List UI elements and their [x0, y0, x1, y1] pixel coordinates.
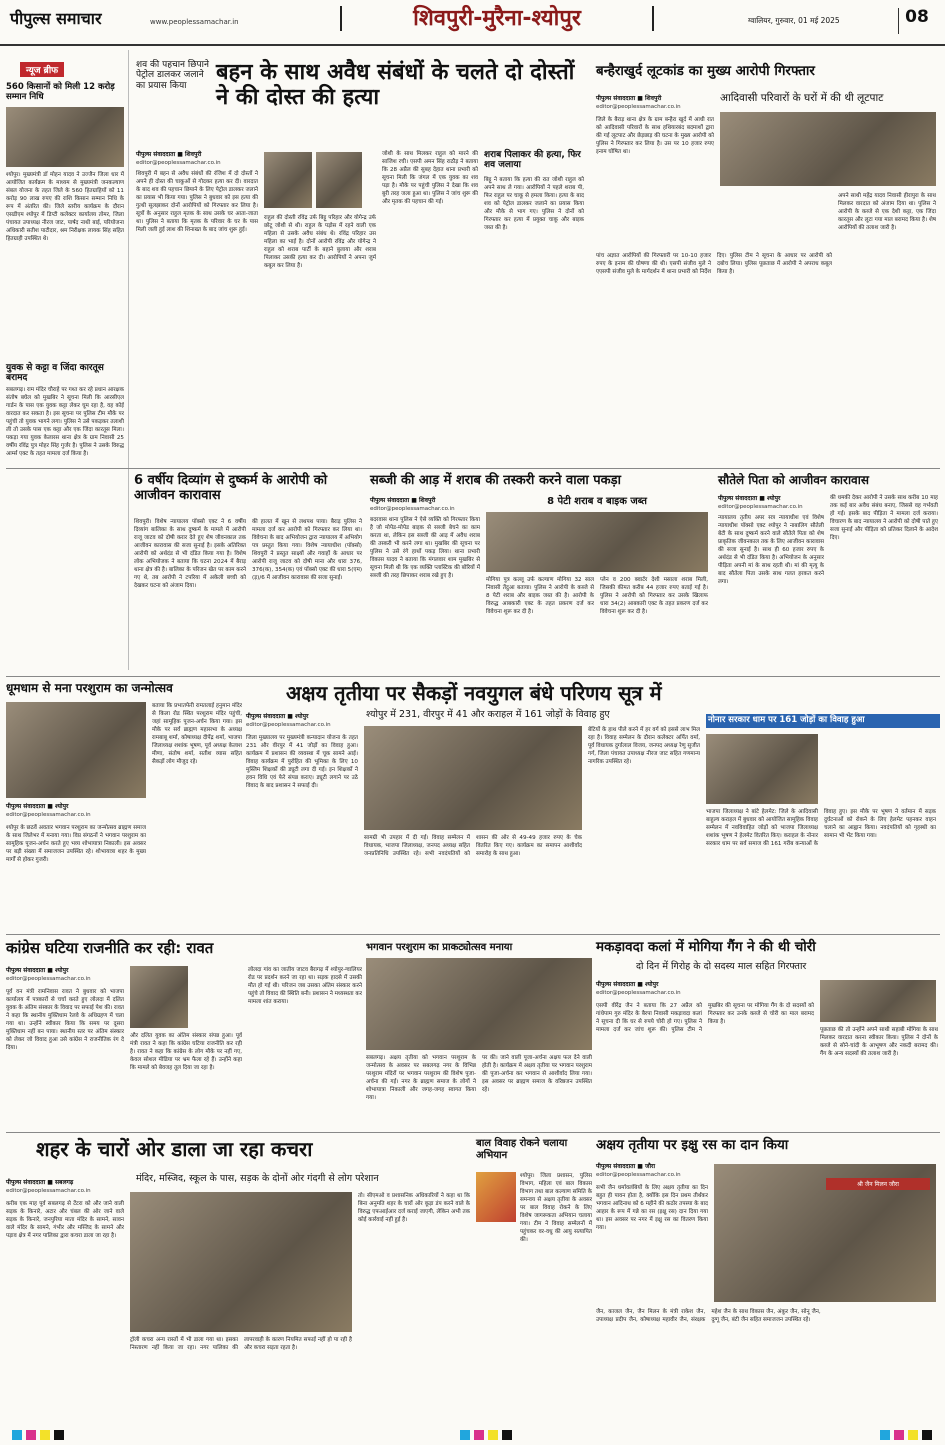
rule-mid-1 [6, 468, 940, 469]
loot-headline: बन्हैराखुर्द लूटकांड का मुख्य आरोपी गिरफ्तार [596, 63, 815, 79]
liquor-body-1: बदरवास थाना पुलिस ने ऐसे व्यक्ति को गिरफ्तार किया है जो मोपेड-मोपेड बाइक से सब्जी बेचने का काम करता था, लेकिन इस सब्जी की आड़ में अवैध शराब की तस्करी भी करने लगा था। मुखबिर की सूचना पर पुलिस ने उसे रंगे हाथों पकड़ लिया। थाना प्रभारी विकास यादव ने बताया कि मंगलवार शाम मुखबिर से सूचना मिली थी कि एक व्यक्ति प्लास्टिक की बोरियों में सब्जी की तरह छिपाकर शराब रखे हुए है। [370, 517, 480, 579]
garbage-photo [130, 1192, 352, 1332]
sugarcane-headline: अक्षय तृतीया पर इक्षु रस का दान किया [596, 1137, 789, 1153]
prakatyotsav-photo [366, 958, 592, 1050]
sugarcane-body-1: सभी जैन धर्मावलंबियों के लिए अक्षय तृतीया का दिन बहुत ही पावन होता है, क्योंकि इस दिन प्रथम तीर्थंकर भगवान आदिनाथ को 6 महीने की कठोर तपस्या के बाद आहार के रूप में गन्ने का रस (इक्षु रस) दान दिया गया था। इस अवसर पर नगर में इक्षु रस का वितरण किया गया। [596, 1185, 708, 1231]
mogia-email[interactable]: editor@peoplessamachar.co.in [596, 990, 681, 996]
article-prakatyotsav [366, 940, 592, 1130]
wedding-body-2: सामग्री भी उपहार में दी गई। विवाह सम्मेलन में विधायक, भाजपा जिलाध्यक्ष, जनपद अध्यक्ष सहित जनप्रतिनिधि उपस्थित रहे। सभी नवदंपतियों को शासन की ओर से 49-49 हजार रुपए के चेक वितरित किए गए। कार्यक्रम का समापन आशीर्वाद समारोह के साथ हुआ। [364, 835, 582, 857]
magenta-mark [894, 1430, 904, 1440]
rule-mid-4 [6, 1132, 940, 1133]
yellow-mark [908, 1430, 918, 1440]
prakatyotsav-body-1: सबलगढ़। अक्षय तृतीया को भगवान परशुराम के जन्मोत्सव के अवसर पर सबलगढ़ नगर के विभिन्न परशुराम मंदिरों पर भगवान परशुराम की विशेष पूजा-अर्चना की गई। नगर के ब्राह्मण समाज के लोगों ने शोभायात्रा निकाली और जगह-जगह स्वागत किया गया। [366, 1055, 476, 1101]
wedding-byline: पीपुल्स संवाददाता ■ श्योपुर [246, 713, 309, 720]
article-garbage [6, 1138, 470, 1418]
liquor-email[interactable]: editor@peoplessamachar.co.in [370, 506, 455, 512]
masthead [0, 0, 945, 46]
murder-kicker: शव की पहचान छिपाने पेट्रोल डालकर जलाने का प्रयास किया [136, 60, 209, 91]
nonar-photo [706, 734, 818, 804]
garbage-subhead: मंदिर, मस्जिद, स्कूल के पास, सड़क के दोनों ओर गंदगी से लोग परेशान [136, 1173, 379, 1184]
date-line: ग्वालियर, गुरुवार, 01 मई 2025 [748, 16, 840, 25]
loot-body-2: पांच अज्ञात आरोपियों की गिरफ्तारी पर 10-10 हजार रुपए के इनाम की घोषणा की थी। एसपी संजीव मुले ने एएसपी संजीव मुले के मार्गदर्शन में थाना प्रभारी को निर्देश दिए। पुलिस टीम ने सूचना के आधार पर आरोपी को दबोच लिया। पुलिस पूछताछ में आरोपी ने अपराध कबूल किया है। [596, 253, 832, 275]
parashuram-body-2: बताया कि प्रभातफेरी रामतलाई हनुमान मंदिर से किला रोड स्थित परशुराम मंदिर पहुंची, जहां सामूहिक पूजन-अर्चन किया गया। इस मौके पर सर्व ब्राह्मण महासभा के अध्यक्ष रामबाबू शर्मा, कोषाध्यक्ष दीपेंद्र शर्मा, भाजपा जिलाध्यक्ष शशांक भूषण, पूर्व अध्यक्ष केलाश मीणा, संतोष शर्मा, सतीश व्यास सहित सैकड़ों लोग मौजूद रहे। [152, 703, 242, 765]
mogia-photo [820, 980, 936, 1022]
loot-body-3: अपने साथी महेंद्र यादव निवासी हीरापुरा के साथ मिलकर वारदात को अंजाम दिया था। पुलिस ने आरोपी के कब्जे से एक देशी कट्टा, एक जिंदा कारतूस और लूटा गया माल बरामद किया है। शेष आरोपियों की तलाश जारी है। [838, 193, 936, 231]
registration-strip [0, 1428, 945, 1442]
sugarcane-email[interactable]: editor@peoplessamachar.co.in [596, 1172, 681, 1178]
wedding-headline: अक्षय तृतीया पर सैकड़ों नवयुगल बंधे परिणय सूत्र में [286, 681, 662, 705]
murder-byline: पीपुल्स संवाददाता ■ शिवपुरी [136, 151, 202, 158]
website[interactable]: www.peoplessamachar.in [150, 18, 239, 26]
article-wedding [246, 682, 940, 932]
murder-body-3: जोशी के साथ मिलकर राहुल को मारने की साजिश रची। एसपी अमन सिंह राठौड़ ने बताया कि 28 अप्रैल की सुबह देहात थाना प्रभारी को सूचना मिली कि जंगल में एक युवक का शव पड़ा है। मौके पर पहुंची पुलिस ने देखा कि शव बुरी तरह जला हुआ था। पुलिस ने जांच शुरू की और मृतक की पहचान की गई। [382, 151, 478, 205]
edition-title: शिवपुरी-मुरैना-श्योपुर [340, 6, 654, 31]
sugarcane-body-2: जैन, काजल जैन, जैन मिलन के मंत्री राकेश जैन, उपाध्यक्ष प्रदीप जैन, कोषाध्यक्ष महावीर जैन, संरक्षक महेश जैन के साथ विकास जैन, अंकुर जैन, सोनू जैन, दुग्गू जैन, बंटी जैन सहित समाजजन उपस्थित रहे। [596, 1309, 821, 1323]
sugarcane-banner: श्री जैन मिलन जौरा [826, 1178, 930, 1190]
rawat-body-1: पूर्व वन मंत्री रामनिवास रावत ने बुधवार को भाजपा कार्यालय में पत्रकारों से चर्चा करते हुए लोलदा में दलित युवक के अंतिम संस्कार के विवाद पर सफाई पेश की। रावत ने कहा कि स्थानीय मुक्तिधाम रेलवे के अधिग्रहण में चला गया था। उन्होंने स्वीकार किया कि समय पर दूसरा मुक्तिधाम नहीं बन पाया। स्थानीय स्तर पर अंतिम संस्कार को लेकर जो विवाद हुआ उसे कांग्रेस ने राजनीतिक रंग दे दिया। [6, 989, 124, 1051]
liquor-byline: पीपुल्स संवाददाता ■ शिवपुरी [370, 497, 436, 504]
stepfather-email[interactable]: editor@peoplessamachar.co.in [718, 504, 803, 510]
pocso-body-1: शिवपुरी। विशेष न्यायालय पॉक्सो एक्ट ने 6 वर्षीय दिव्यांग बालिका के साथ दुष्कर्म के मामले में आरोपी राजू जाटव को दोषी करार देते हुए शेष जीवनकाल तक आजीवन कारावास की सजा सुनाई है। इसके अतिरिक्त आरोपी को अर्थदंड से भी दंडित किया गया है। विशेष लोक अभियोजक ने बताया कि घटना 2024 में बैराड़ थाना क्षेत्र की है। बालिका के परिजन खेत पर काम करने गए थे, तब आरोपी ने टपरिया में अकेली बच्ची को देखकर घटना को अंजाम दिया। [134, 519, 246, 589]
loot-photo [720, 112, 936, 186]
wedding-body-1: जिला मुख्यालय पर मुख्यमंत्री कन्यादान योजना के तहत 231 और वीरपुर में 41 जोड़ों का विवाह हुआ। कार्यक्रम में प्रशासन की व्यवस्था में चूक सामने आई। विवाह कार्यक्रम में पुरोहित की भूमिका के लिए 10 मुस्लिम शिक्षकों की ड्यूटी लगा दी गई। इन शिक्षकों ने हवन विधि एवं फेरे संपन्न कराए। ड्यूटी लगाने पर उठे विवाद के बाद प्रशासन ने सफाई दी। [246, 735, 358, 789]
cyan-mark [12, 1430, 22, 1440]
liquor-photo-caption: 8 पेटी शराब व बाइक जब्त [547, 496, 647, 507]
cyan-mark [880, 1430, 890, 1440]
garbage-email[interactable]: editor@peoplessamachar.co.in [6, 1188, 91, 1194]
article-mogia [596, 940, 940, 1130]
mogia-body-1: एसपी वीरेंद्र जैन ने बताया कि 27 अप्रैल को गांधेपाम गुरु मंदिर के बैरपा निवासी मकड़ावदा कलां ने सूचना दी कि घर से रुपये चोरी हो गए। पुलिस ने मामला दर्ज कर जांच शुरू की। पुलिस टीम ने मुखबिर की सूचना पर मोगिया गैंग के दो सदस्यों को गिरफ्तार कर उनके कब्जे से चोरी का माल बरामद किया है। [596, 1003, 814, 1033]
garbage-byline: पीपुल्स संवाददाता ■ सबलगढ़ [6, 1179, 74, 1186]
stepfather-headline: सौतेले पिता को आजीवन कारावास [718, 473, 869, 487]
article-sugarcane [596, 1138, 940, 1418]
brief-body: श्योपुर। मुख्यमंत्री डॉ मोहन यादव ने उज्जैन जिला धार में आयोजित कार्यक्रम के माध्यम से मुख्यमंत्री जनकल्याण संबल योजना के तहत जिले के 560 हितग्राहियों को 11 करोड़ 90 लाख रुपए की राशि किसान सम्मान निधि के रूप में अंतरित की। जिले स्तरीय कार्यक्रम के दौरान एसडीएम श्योपुर में डिप्टी कलेक्टर कार्यालय तोमर, जिला पंचायत उपाध्यक्ष नीरज जाट, पार्षद नाथी बाई, परियोजना अधिकारी सतीश पाटीदार, श्रम निरीक्षक लायक सिंह सहित हितग्राही उपस्थित थे। [6, 171, 124, 242]
murder-body-4: बिट्टू ने बताया कि हत्या की रात जोशी राहुल को अपने साथ ले गया। आरोपियों ने पहले शराब पी, फिर राहुल पर चाकू से हमला किया। हत्या के बाद शव को पेट्रोल डालकर जलाने का प्रयास किया और मौके से भाग गए। पुलिस ने दोनों को गिरफ्तार कर हत्या में प्रयुक्त चाकू और बाइक जब्त की है। [484, 177, 584, 231]
article-liquor [368, 474, 712, 674]
yellow-mark [40, 1430, 50, 1440]
wedding-email[interactable]: editor@peoplessamachar.co.in [246, 722, 331, 728]
garbage-headline: शहर के चारों ओर डाला जा रहा कचरा [36, 1137, 313, 1161]
parashuram-body-1: श्योपुर के छठवें अवतार भगवान परशुराम का जन्मोत्सव ब्राह्मण समाज के साथ जिलेभर में मनाया गया। विप्र संगठनों ने भगवान परशुराम का सामूहिक पूजन-अर्चन करते हुए भव्य शोभायात्रा निकाली। इस अवसर पर बड़ी संख्या में समाजजन उपस्थित रहे। शोभायात्रा शहर के मुख्य मार्गों से होकर गुजरी। [6, 825, 146, 863]
loot-byline: पीपुल्स संवाददाता ■ शिवपुरी [596, 95, 662, 102]
pocso-headline: 6 वर्षीय दिव्यांग से दुष्कर्म के आरोपी को आजीवन कारावास [134, 473, 328, 503]
parashuram-headline: धूमधाम से मना परशुराम का जन्मोत्सव [6, 681, 173, 695]
news-brief [6, 58, 124, 658]
newspaper-name[interactable]: पीपुल्स समाचार [10, 9, 102, 28]
article-loot [592, 54, 940, 464]
liquor-headline: सब्जी की आड़ में शराब की तस्करी करने वाला पकड़ा [370, 473, 621, 488]
wedding-body-3: बेटियों के हाथ पीले करने में हर वर्ग को इससे लाभ मिल रहा है। विवाह सम्मेलन के दौरान कलेक्टर अर्पित वर्मा, पूर्व विधायक दुर्गालाल विजय, जनपद अध्यक्ष रेणु सुजीत गर्ग, जिला पंचायत उपाध्यक्ष नीरज जाट सहित गणमान्य नागरिक उपस्थित रहे। [588, 727, 700, 765]
mogia-subhead: दो दिन में गिरोह के दो सदस्य माल सहित गिरफ्तार [636, 961, 807, 972]
prakatyotsav-headline: भगवान परशुराम का प्राकट्योत्सव मनाया [366, 942, 513, 953]
accused-photo-2 [316, 152, 362, 208]
wedding-photo [364, 726, 582, 830]
mogia-headline: मकड़ावदा कलां में मोगिया गैंग ने की थी चोरी [596, 939, 816, 955]
black-mark [502, 1430, 512, 1440]
parashuram-photo [6, 702, 146, 798]
stepfather-body-2: की धमकी देकर आरोपी ने उसके साथ करीब 10 माह तक कई बार अवैध संबंध बनाए, जिससे वह गर्भवती हो गई। इसके बाद पीड़िता ने मामला दर्ज कराया। विचारण के बाद न्यायालय ने आरोपी को दोषी पाते हुए सजा सुनाई और पीड़िता को प्रतिकर दिलाने के आदेश दिए। [830, 495, 938, 541]
article-rawat [6, 940, 362, 1130]
parashuram-byline: पीपुल्स संवाददाता ■ श्योपुर [6, 803, 69, 810]
rawat-headline: कांग्रेस घटिया राजनीति कर रही: रावत [6, 939, 214, 957]
loot-body-1: जिले के बैराड़ थाना क्षेत्र के ग्राम बन्हैरा खुर्द में आधी रात को आदिवासी परिवारों के साथ हथियारबंद बदमाशों द्वारा की गई लूटपाट और छेड़छाड़ की घटना के मुख्य आरोपी को पुलिस ने गिरफ्तार कर लिया है। उस पर 10 हजार रुपए इनाम घोषित था। [596, 117, 714, 155]
page-number: 08 [898, 8, 935, 34]
child-marriage-headline: बाल विवाह रोकने चलाया अभियान [476, 1138, 568, 1161]
brief-headline: 560 किसानों को मिली 12 करोड़ सम्मान निधि [6, 82, 115, 102]
brief-photo [6, 107, 124, 167]
rawat-photo [130, 966, 188, 1028]
loot-subhead: आदिवासी परिवारों के घरों में की थी लूटपाट [720, 92, 884, 104]
liquor-body-3: प्लेन व 200 क्वार्टर देशी मसाला शराब मिली, जिसकी कीमत करीब 44 हजार रुपए बताई गई है। पुलिस ने आरोपी को गिरफ्तार कर उसके खिलाफ धारा 34(2) आबकारी एक्ट के तहत प्रकरण दर्ज कर विवेचना शुरू कर दी है। [600, 577, 708, 615]
rawat-body-2: और दलित युवक का अंतिम संस्कार संपन्न हुआ। पूर्व मंत्री रावत ने कहा कि कांग्रेस घटिया राजनीति कर रही है। रावत ने कहा कि कांग्रेस के लोग मौके पर नहीं गए, केवल सोशल मीडिया पर भ्रम फैला रहे हैं। उन्होंने कहा कि मामले को बेवजह तूल दिया जा रहा है। [130, 1033, 242, 1071]
parashuram-email[interactable]: editor@peoplessamachar.co.in [6, 812, 91, 818]
murder-headline: बहन के साथ अवैध संबंधों के चलते दो दोस्तों ने की दोस्त की हत्या [216, 60, 575, 111]
accused-photo-1 [264, 152, 312, 208]
garbage-body-1: करीब एक माह पूर्व सबलगढ़ से टेंटरा को और जाने वाली सड़क के किनारे, अटार और चंबल की ओर जाने वाले सड़क के किनारे, जनपुरिया माता मंदिर के सामने, सावन वाले मंदिर के सामने, गंभीर और मस्जिद के सामने और पड़ाव क्षेत्र में नगर पालिका द्वारा कचरा डाला जा रहा है। [6, 1201, 124, 1239]
article-stepfather [716, 474, 940, 674]
rule-top [128, 50, 129, 670]
magenta-mark [26, 1430, 36, 1440]
liquor-body-2: मोगिया पुत्र कल्लू उर्फ कल्याण मोगिया 32 साल निवासी तेंदुआ बताया। पुलिस ने आरोपी के कब्जे से 8 पेटी शराब और बाइक जब्त की है। आरोपी के विरुद्ध आबकारी एक्ट के तहत प्रकरण दर्ज कर विवेचना शुरू कर दी है। [486, 577, 594, 615]
article-child-marriage [476, 1138, 592, 1418]
murder-body-1: शिवपुरी में बहन से अवैध संबंधों की रंजिश में दो दोस्तों ने अपने ही दोस्त की चाकुओं से गोदकर हत्या कर दी। वारदात के बाद शव की पहचान छिपाने के लिए पेट्रोल डालकर जलाने का प्रयास भी किया गया। पुलिस ने बुधवार को इस हत्या की गुत्थी सुलझाकर दोनों आरोपियों को गिरफ्तार कर लिया है। सूत्रों के अनुसार राहुल मृतक के साथ उसके घर आता-जाता था। पुलिस ने बताया कि मृतक के परिवार के घर के पास मिली जली हुई लाश की शिनाख्त के बाद जांच शुरू हुई। [136, 171, 258, 233]
black-mark [922, 1430, 932, 1440]
article-murder [132, 54, 587, 464]
mogia-byline: पीपुल्स संवाददाता ■ श्योपुर [596, 981, 659, 988]
loot-email[interactable]: editor@peoplessamachar.co.in [596, 104, 681, 110]
nonar-box-title: नोनार सरकार धाम पर 161 जोड़ों का विवाह हुआ [706, 714, 940, 728]
murder-email[interactable]: editor@peoplessamachar.co.in [136, 160, 221, 166]
mogia-body-2: पूछताछ की तो उन्होंने अपने साथी सहाबी मोगिया के साथ मिलकर वारदात करना स्वीकार किया। पुलिस ने दोनों के कब्जे से सोने-चांदी के आभूषण और नकदी बरामद की। गैंग के अन्य सदस्यों की तलाश जारी है। [820, 1027, 938, 1057]
rawat-body-3: लोलदा गांव का जातीय जाटव बैरागढ़ में श्योपुर-ग्वालियर रोड पर प्रदर्शन करने जा रहा था। सड़क हादसे में उसकी मौत हो गई थी। परिजन जब उसका अंतिम संस्कार करने पहुंचे तो विवाद की स्थिति बनी। प्रशासन ने मध्यस्थता कर मामला शांत कराया। [248, 967, 362, 1005]
rule-mid-3 [6, 934, 940, 935]
rawat-byline: पीपुल्स संवाददाता ■ श्योपुर [6, 967, 69, 974]
article-pocso [132, 474, 364, 674]
prakatyotsav-body-2: पर की। जाने वाली पूजा-अर्चना अक्षय फल देने वाली होती है। कार्यक्रम में अक्षय तृतीया पर भगवान परशुराम की पूजा-अर्चना कर भगवान से आशीर्वाद लिया गया। इस अवसर पर ब्राह्मण समाज के वरिष्ठजन उपस्थित रहे। [482, 1055, 592, 1093]
yellow-mark [488, 1430, 498, 1440]
sugarcane-byline: पीपुल्स संवाददाता ■ जौरा [596, 1163, 655, 1170]
murder-subhead: शराब पिलाकर की हत्या, फिर शव जलाया [484, 150, 581, 171]
cyan-mark [460, 1430, 470, 1440]
black-mark [54, 1430, 64, 1440]
child-marriage-body: श्योपुर। जिला प्रशासन, पुलिस विभाग, महिला एवं बाल विकास विभाग तथा बाल कल्याण समिति के समन्वय से अक्षय तृतीया के अवसर पर बाल विवाह रोकने के लिए विशेष जागरूकता अभियान चलाया गया। टीम ने विवाह सम्मेलनों में पहुंचकर वर-वधु की आयु सत्यापित की। [520, 1173, 592, 1243]
article-parashuram [6, 682, 242, 932]
stepfather-byline: पीपुल्स संवाददाता ■ श्योपुर [718, 495, 781, 502]
brief-body-2: सबलगढ़। राम मंदिर चौराहे पर गश्त कर रहे प्रधान आरक्षक संतोष बघेल को मुखबिर ने सूचना मिली कि आरसीएल गार्डन के पास एक युवक कट्टा लेकर घूम रहा है, वह कोई वारदात कर सकता है। इस सूचना पर पुलिस टीम मौके पर पहुंची तो युवक भागने लगा। पुलिस ने उसे पकड़कर तलाशी ली तो उसके पास एक कट्टा और एक जिंदा कारतूस मिला। पकड़ा गया युवक केलारस थाना क्षेत्र के ग्राम निवासी 25 वर्षीय रविंद्र पुत्र मोहर सिंह गुर्जर है। पुलिस ने उसके विरुद्ध आर्म्स एक्ट के तहत मामला दर्ज किया है। [6, 387, 124, 458]
rule-mid-2 [6, 676, 940, 677]
garbage-body-2: ट्रॉली कचरा अन्य रास्तों में भी डाला गया था। इसका निस्तारण नहीं किया जा रहा। नगर पालिका की लापरवाही के कारण नियमित सफाई नहीं हो पा रही है और कचरा सड़ता रहता है। [130, 1337, 352, 1351]
nonar-box-body: भाजपा जिलाध्यक्ष ने बांटे हेलमेट: जिले के आदिवासी बाहुल्य कराहल में बुधवार को आयोजित सामूहिक विवाह सम्मेलन में नवविवाहित जोड़ों को भाजपा जिलाध्यक्ष शशांक भूषण ने हेलमेट वितरित किए। कराहल के नोनार सरकार धाम पर सर्व समाज की 161 गरीब कन्याओं के विवाह हुए। इस मौके पर भूषण ने वर्तमान में सड़क दुर्घटनाओं को रोकने के लिए हेलमेट पहनकर वाहन चलाने का आह्वान किया। नवदंपतियों को गृहस्थी का सामान भी भेंट किया गया। [706, 809, 936, 847]
brief-headline-2: युवक से कट्टा व जिंदा कारतूस बरामद [6, 362, 104, 383]
liquor-photo [486, 512, 708, 572]
brief-tag: न्यूज ब्रीफ [20, 62, 64, 77]
wedding-subhead: श्योपुर में 231, वीरपुर में 41 और कराहल में 161 जोड़ों के विवाह हुए [366, 709, 610, 720]
child-marriage-illustration [476, 1172, 516, 1222]
stepfather-body-1: न्यायालय तृतीय अपर सत्र न्यायाधीश एवं विशेष न्यायाधीश पॉक्सो एक्ट श्योपुर ने नाबालिग सौतेली बेटी के साथ दुष्कर्म करने वाले सौतेले पिता को शेष प्राकृतिक जीवनकाल तक के लिए आजीवन कारावास की सजा सुनाई है। साथ ही 60 हजार रुपए के अर्थदंड से भी दंडित किया है। अभियोजन के अनुसार पीड़िता अपनी मां के साथ रहती थी। मां की मृत्यु के बाद सौतेला पिता उसके साथ गलत हरकत करने लगा। [718, 515, 824, 585]
pocso-body-2: की हालत में खून से लथपथ पाया। बैराड़ पुलिस ने मामला दर्ज कर आरोपी को गिरफ्तार कर लिया था। विवेचना के बाद अभियोजन द्वारा न्यायालय में अभियोग पत्र प्रस्तुत किया गया। विशेष न्यायाधीश (पॉक्सो) शिवपुरी ने प्रस्तुत साक्ष्यों और गवाहों के आधार पर आरोपी राजू जाटव को दोषी माना और धारा 376, 376(क), 354(क) एवं पॉक्सो एक्ट की धारा 5(एम)(ड़)/6 में आजीवन कारावास की सजा सुनाई। [252, 519, 362, 581]
murder-body-2: राहुल की दोस्ती रविंद्र उर्फ बिट्टू परिहार और योगेन्द्र उर्फ छोटू जोशी से थी। राहुल के पड़ोस में रहने वाली एक महिला से उसके अवैध संबंध थे। रविंद्र परिहार उस महिला का भाई है। दोनों आरोपी रविंद्र और योगेन्द्र ने राहुल को शराब पार्टी के बहाने बुलाया और शराब पिलाकर उसकी हत्या कर दी। आरोपियों ने अपना जुर्म कबूल कर लिया है। [264, 215, 376, 269]
garbage-body-3: तो। सीएमओ व प्रशासनिक अधिकारियों ने कहा था कि बिना अनुमति शहर के चारों ओर कूड़ा डंप करने वाले के विरुद्ध एफआईआर दर्ज कराई जाएगी, लेकिन अभी तक कोई कार्रवाई नहीं हुई है। [358, 1193, 470, 1223]
magenta-mark [474, 1430, 484, 1440]
rawat-email[interactable]: editor@peoplessamachar.co.in [6, 976, 91, 982]
